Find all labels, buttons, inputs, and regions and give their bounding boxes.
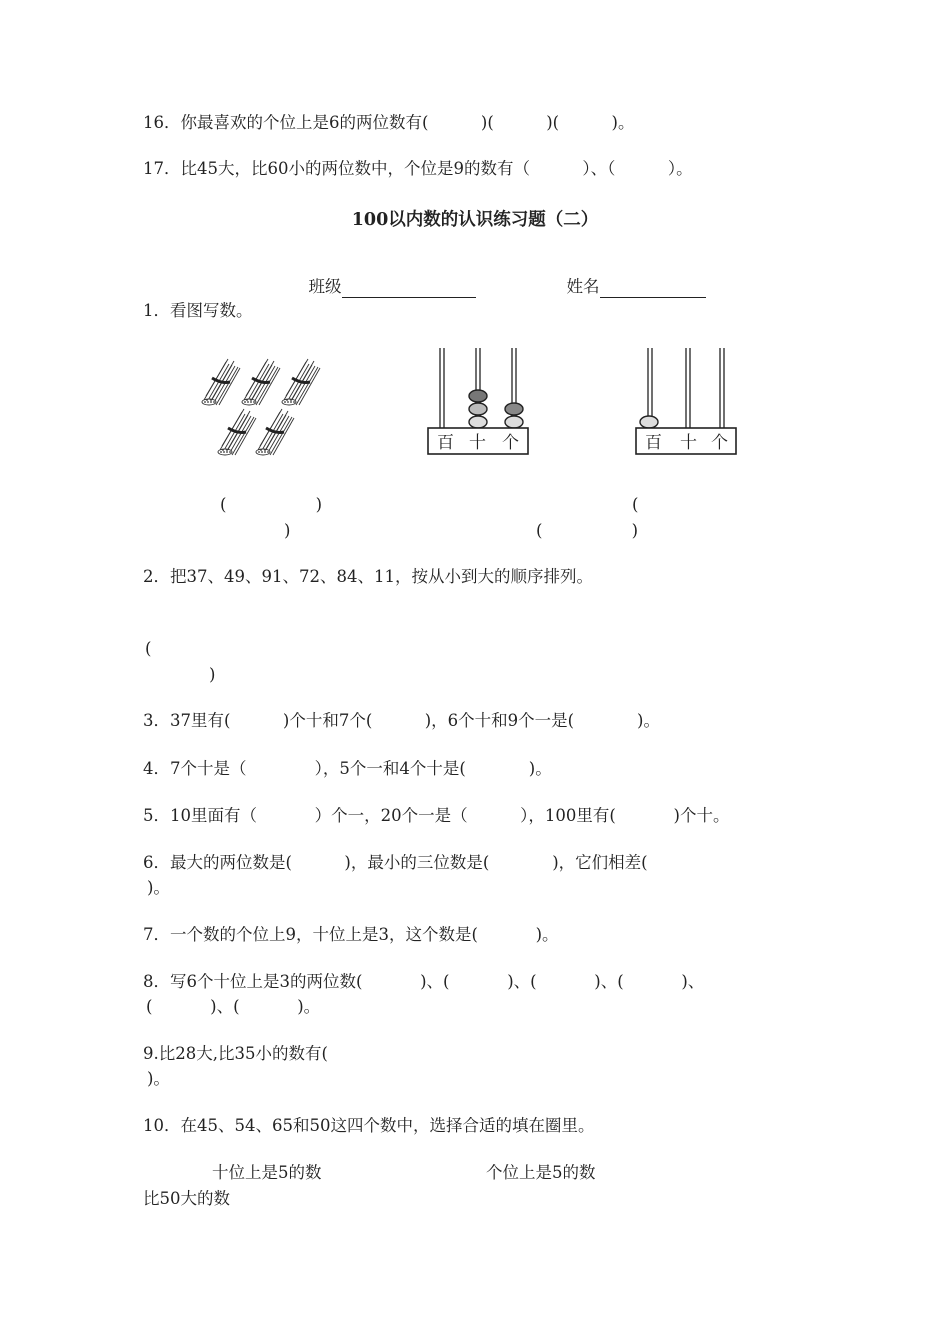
abacus-1-label-ones: 个: [502, 433, 519, 453]
name-field: [556, 254, 706, 298]
q10-label-greater-50: 比50大的数: [143, 1189, 230, 1208]
question-10: 10．在45、54、65和50这四个数中，选择合适的填在圈里。: [143, 1116, 595, 1135]
q10-label-ones-five: 个位上是5的数: [486, 1163, 596, 1182]
name-label: 姓名: [566, 277, 600, 296]
q1-paren-close: ): [284, 521, 291, 540]
question-3: 3．37里有( )个十和7个( )，6个十和9个一是( )。: [143, 711, 660, 730]
abacus-2-label-hundreds: 百: [645, 433, 662, 453]
question-17: 17．比45大，比60小的两位数中，个位是9的数有（ ）、（ ）。: [143, 159, 693, 178]
question-8-line-2: ( )、( )。: [146, 997, 321, 1016]
question-6-line-2: )。: [147, 878, 170, 897]
q1-answer-blank-a: ( ): [220, 495, 323, 514]
stick-bundles-image: [198, 352, 338, 460]
class-blank: [342, 279, 476, 298]
q1-paren-open: (: [632, 495, 639, 514]
q2-paren-open: (: [145, 639, 152, 658]
question-5: 5．10里面有（ ）个一，20个一是（ ），100里有( )个十。: [143, 806, 730, 825]
class-field: [298, 254, 476, 298]
question-8-line-1: 8．写6个十位上是3的两位数( )、( )、( )、( )、: [143, 972, 705, 991]
class-label: 班级: [308, 277, 342, 296]
question-9-line-1: 9.比28大,比35小的数有(: [143, 1044, 328, 1063]
abacus-1-label-hundreds: 百: [437, 433, 454, 453]
name-blank: [600, 279, 706, 298]
question-4: 4．7个十是（ ），5个一和4个十是( )。: [143, 759, 552, 778]
question-7: 7．一个数的个位上9，十位上是3，这个数是( )。: [143, 925, 559, 944]
abacus-1-label-tens: 十: [469, 433, 486, 453]
question-1: 1．看图写数。: [143, 301, 253, 320]
question-9-line-2: )。: [147, 1069, 170, 1088]
abacus-2-label-tens: 十: [680, 433, 697, 453]
q10-label-tens-five: 十位上是5的数: [212, 1163, 322, 1182]
abacus-2-label-ones: 个: [711, 433, 728, 453]
question-16: 16．你最喜欢的个位上是6的两位数有( )( )( )。: [143, 113, 635, 132]
q1-answer-blank-b: ( ): [536, 521, 639, 540]
q2-paren-close: ): [209, 665, 216, 684]
page-title: 100以内数的认识练习题（二）: [351, 210, 599, 230]
question-2: 2．把37、49、91、72、84、11，按从小到大的顺序排列。: [143, 567, 593, 586]
question-6-line-1: 6．最大的两位数是( )，最小的三位数是( )，它们相差(: [143, 853, 648, 872]
